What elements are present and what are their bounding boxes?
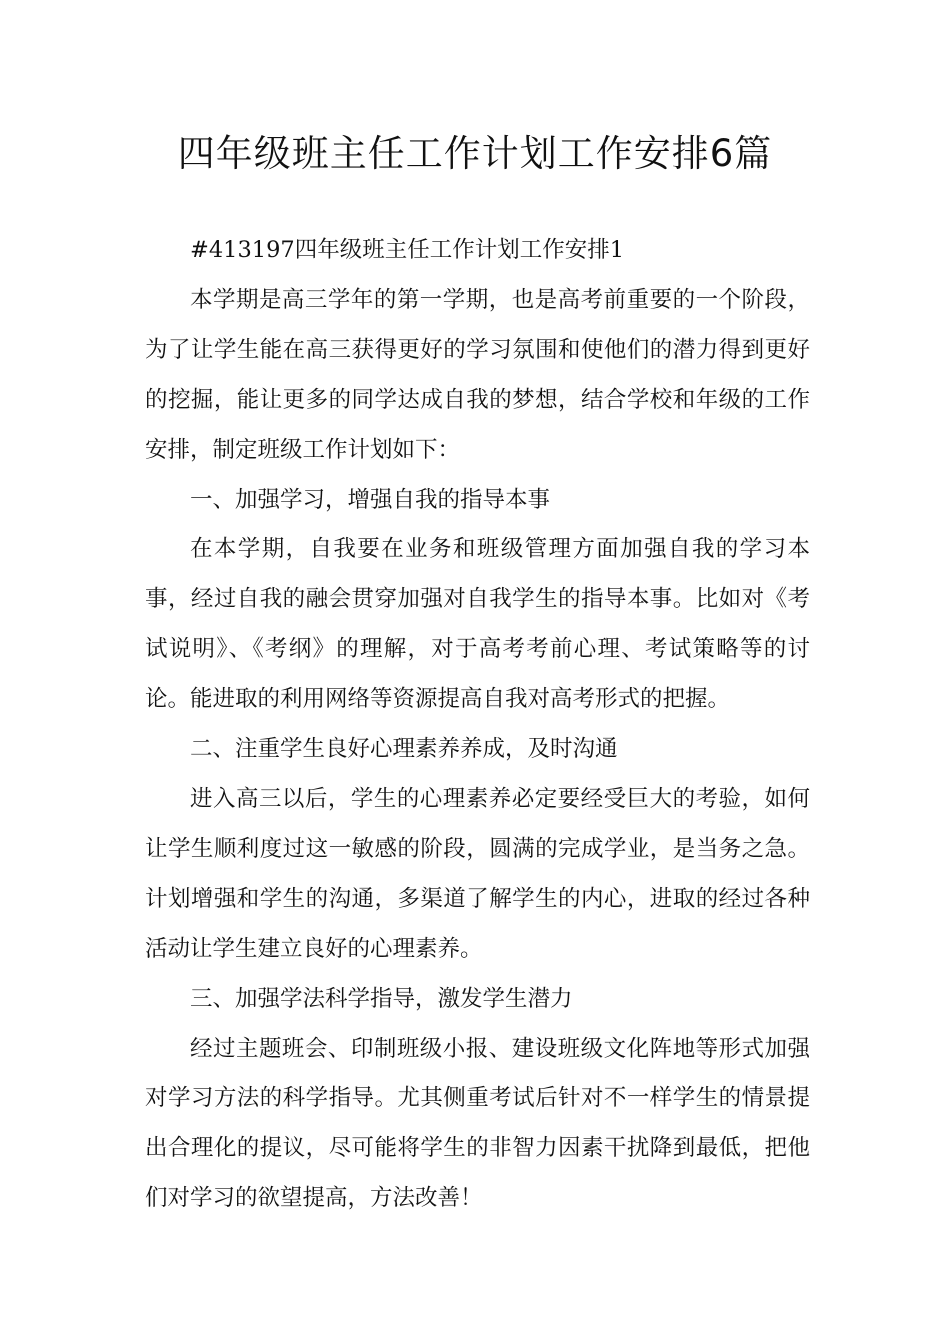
section-heading-1: 一、加强学习，增强自我的指导本事 [190, 486, 551, 513]
intro-paragraph: 本学期是高三学年的第一学期，也是高考前重要的一个阶段，为了让学生能在高三获得更好的学习氛围和使他们的潜力得到更好的挖掘，能让更多的同学达成自我的梦想，结合学校和年级的工作安排，制定班级工作计划如下： [145, 286, 810, 463]
section-heading-3: 三、加强学法科学指导，激发学生潜力 [190, 985, 573, 1012]
document-body [145, 226, 810, 1224]
document-title: 四年级班主任工作计划工作安排6篇 [177, 132, 773, 175]
section-heading-2: 二、注重学生良好心理素养养成，及时沟通 [190, 736, 618, 763]
section-subtitle: #413197四年级班主任工作计划工作安排1 [190, 237, 625, 263]
section-2-paragraph: 进入高三以后，学生的心理素养必定要经受巨大的考验，如何让学生顺利度过这一敏感的阶段，圆满的完成学业，是当务之急。计划增强和学生的沟通，多渠道了解学生的内心，进取的经过各种活动让学生建立良好的心理素养。 [145, 785, 810, 962]
section-3-paragraph: 经过主题班会、印制班级小报、建设班级文化阵地等形式加强对学习方法的科学指导。尤其侧重考试后针对不一样学生的情景提出合理化的提议，尽可能将学生的非智力因素干扰降到最低，把他们对学习的欲望提高，方法改善！ [145, 1035, 810, 1212]
section-1-paragraph: 在本学期，自我要在业务和班级管理方面加强自我的学习本事，经过自我的融会贯穿加强对自我学生的指导本事。比如对《考试说明》、《考纲》的理解，对于高考考前心理、考试策略等的讨论。能进取的利用网络等资源提高自我对高考形式的把握。 [145, 536, 810, 713]
